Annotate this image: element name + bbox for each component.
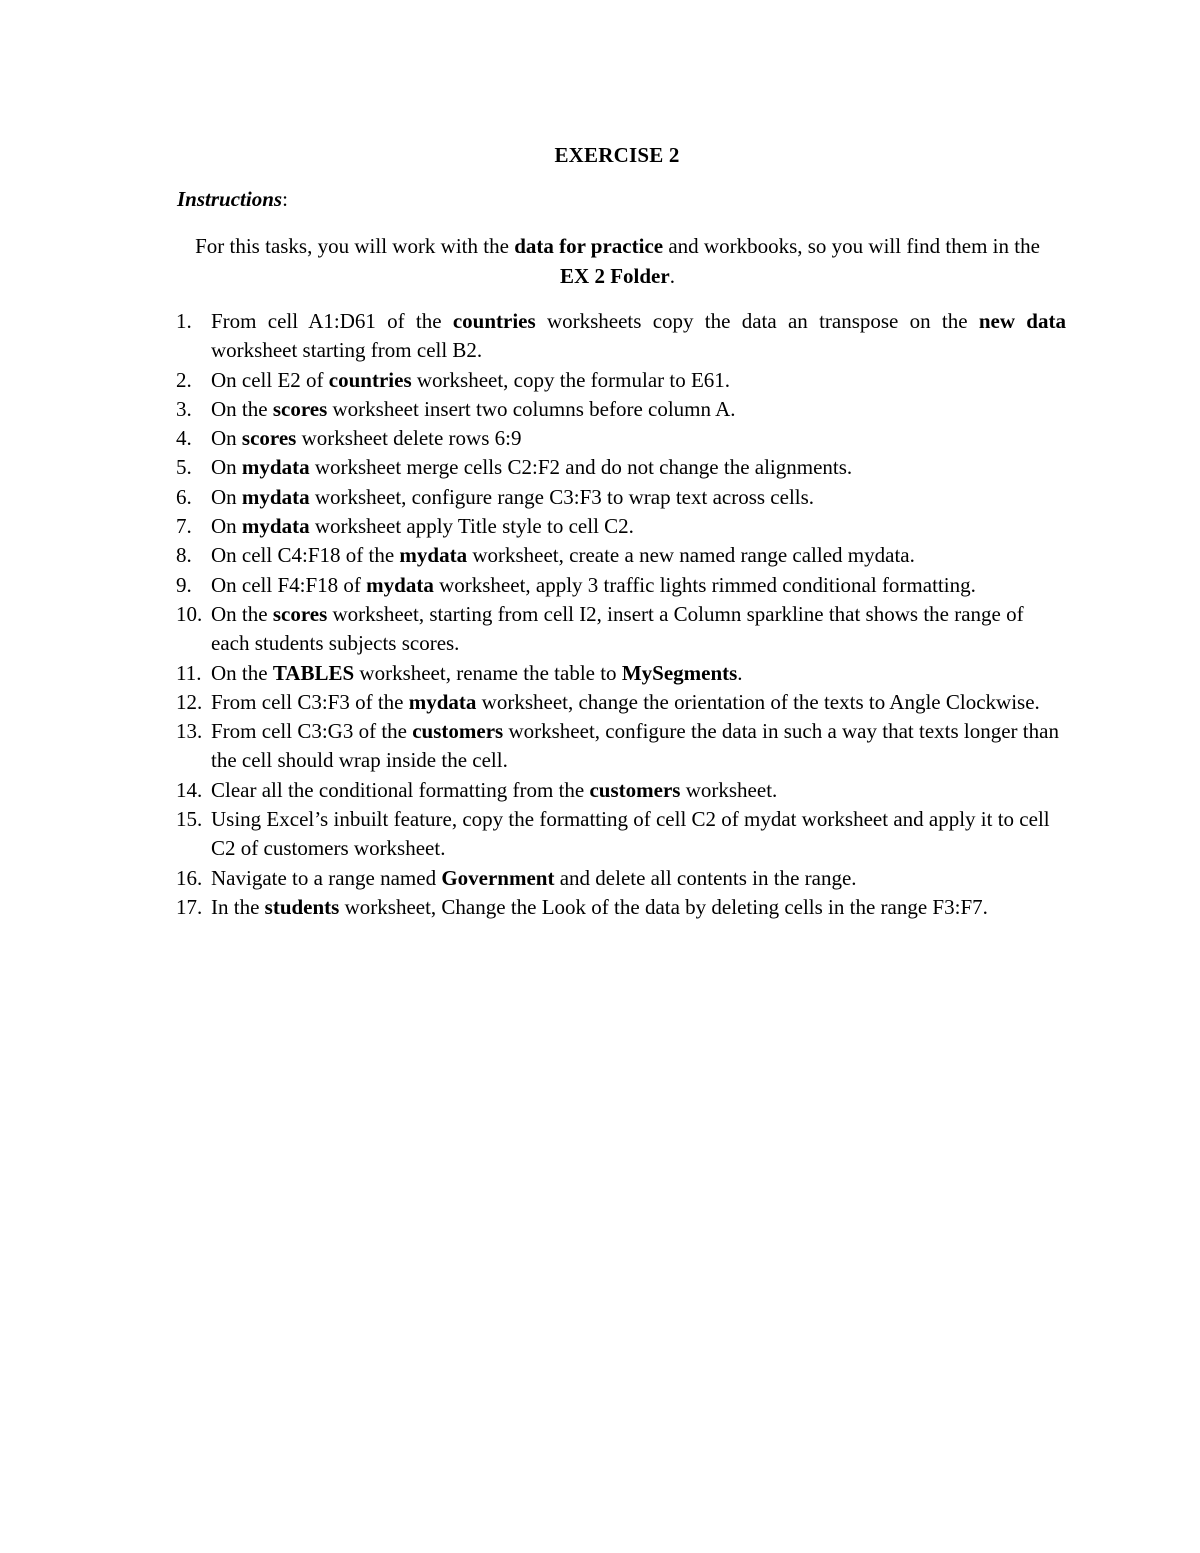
task-text-segment: worksheet starting from cell B2.	[211, 338, 483, 363]
task-item	[176, 453, 1066, 482]
task-text-segment: On cell F4:F18 of	[211, 572, 367, 597]
task-number: 14.	[176, 777, 203, 802]
task-text-segment: worksheet, apply 3 traffic lights rimmed conditional formatting.	[433, 572, 976, 597]
task-number: 10.	[176, 601, 203, 626]
task-number: 15.	[176, 807, 203, 832]
intro-text-1: For this tasks, you will work with the	[195, 234, 515, 258]
task-text	[211, 573, 976, 597]
task-text-segment: Clear all the conditional formatting from the	[211, 777, 590, 802]
task-number: 2.	[176, 367, 192, 392]
task-text-segment: worksheet.	[680, 777, 778, 802]
task-list	[176, 307, 1066, 922]
task-item	[176, 541, 1066, 570]
task-number: 13.	[176, 719, 203, 744]
task-item	[176, 688, 1066, 717]
task-text-segment: worksheet, rename the table to	[354, 660, 622, 685]
task-item	[176, 717, 1066, 776]
task-number: 5.	[176, 455, 192, 480]
task-text-segment: In the	[211, 894, 265, 919]
task-text-bold: mydata	[241, 484, 310, 509]
task-number: 9.	[176, 572, 192, 597]
task-item	[176, 366, 1066, 395]
task-item	[176, 512, 1066, 541]
task-number: 16.	[176, 865, 203, 890]
intro-text-2: and workbooks, so you will find them in the	[663, 234, 1040, 258]
task-text-bold: Government	[441, 865, 555, 890]
task-number: 11.	[176, 660, 202, 685]
task-text-segment: Using Excel’s inbuilt feature, copy the formatting of cell C2 of mydat worksheet and apply it to cell C2 of customers worksheet.	[211, 807, 1050, 861]
task-number: 6.	[176, 484, 192, 509]
task-text-segment: From cell C3:F3 of the	[211, 689, 409, 714]
task-text-segment: On the	[211, 396, 273, 421]
intro-bold-2: EX 2 Folder	[560, 264, 670, 288]
instructions-colon: :	[282, 187, 288, 211]
task-text-segment: On the	[211, 601, 273, 626]
task-text-bold: TABLES	[272, 660, 355, 685]
task-item	[176, 659, 1066, 688]
task-text-segment: and delete all contents in the range.	[554, 865, 857, 890]
task-text	[211, 719, 1059, 772]
task-text-segment: worksheets copy the data an transpose on the	[535, 309, 979, 333]
task-text-segment: worksheet, configure range C3:F3 to wrap text across cells.	[309, 484, 815, 509]
task-text	[211, 426, 521, 450]
task-text-bold: mydata	[408, 689, 477, 714]
task-text-segment: worksheet insert two columns before column A.	[327, 396, 736, 421]
task-text	[211, 307, 1066, 366]
task-text-segment: On	[211, 426, 242, 451]
task-text	[211, 895, 988, 919]
task-text	[211, 514, 634, 538]
task-text-bold: mydata	[241, 455, 310, 480]
task-text-bold: students	[264, 894, 340, 919]
task-text-segment: .	[737, 660, 743, 685]
task-item	[176, 424, 1066, 453]
task-text	[211, 690, 1040, 714]
task-text-segment: On	[211, 484, 242, 509]
task-item	[176, 864, 1066, 893]
instructions-label	[177, 187, 288, 212]
task-text-segment: worksheet, Change the Look of the data by deleting cells in the range F3:F7.	[339, 894, 988, 919]
task-text-segment: worksheet, configure the data in such a way that texts longer than the cell should wrap inside the cell.	[211, 719, 1059, 773]
task-text	[211, 455, 852, 479]
task-text-segment: worksheet, starting from cell I2, insert a Column sparkline that shows the range of each students subjects scores.	[211, 601, 1024, 656]
instructions-label-text: Instructions	[177, 187, 283, 211]
task-text-bold: scores	[241, 426, 297, 451]
task-text	[211, 485, 814, 509]
task-text-bold: scores	[272, 601, 328, 626]
task-text-bold: mydata	[241, 514, 310, 539]
task-text	[211, 778, 777, 802]
task-text	[211, 661, 743, 685]
task-text-bold: customers	[412, 719, 504, 744]
task-item	[176, 600, 1066, 659]
task-text-segment: On cell C4:F18 of the	[211, 543, 400, 568]
task-text-segment: worksheet apply Title style to cell C2.	[309, 514, 634, 539]
task-item	[176, 805, 1066, 864]
task-text-bold: mydata	[399, 543, 468, 568]
task-item	[176, 571, 1066, 600]
task-number: 4.	[176, 426, 192, 451]
task-text	[211, 543, 915, 567]
task-text-segment: worksheet, change the orientation of the texts to Angle Clockwise.	[476, 689, 1040, 714]
task-number: 1.	[176, 309, 192, 333]
task-text	[211, 866, 857, 890]
task-text-bold: scores	[272, 396, 328, 421]
task-item	[176, 395, 1066, 424]
task-number: 3.	[176, 396, 192, 421]
task-text-segment: On cell E2 of	[211, 367, 329, 392]
task-text-bold: new data	[978, 309, 1066, 333]
task-text-bold: customers	[589, 777, 681, 802]
task-text	[211, 602, 1024, 655]
task-text	[211, 368, 730, 392]
task-text-segment: worksheet, create a new named range called mydata.	[467, 543, 915, 568]
task-text-segment: On	[211, 514, 242, 539]
task-text-bold: MySegments	[621, 660, 738, 685]
task-text-segment: Navigate to a range named	[211, 865, 442, 890]
task-item	[176, 776, 1066, 805]
task-text	[211, 397, 736, 421]
task-item	[176, 307, 1066, 366]
intro-paragraph	[180, 231, 1055, 291]
task-number: 7.	[176, 514, 192, 539]
task-text-segment: From cell A1:D61 of the	[211, 309, 453, 333]
task-text-segment: worksheet, copy the formular to E61.	[411, 367, 731, 392]
task-text-segment: On the	[211, 660, 273, 685]
task-text-bold: countries	[328, 367, 412, 392]
task-item	[176, 893, 1066, 922]
task-text-segment: On	[211, 455, 242, 480]
intro-bold-1: data for practice	[514, 234, 664, 258]
task-text	[211, 807, 1050, 860]
task-number: 17.	[176, 894, 203, 919]
task-text-segment: worksheet delete rows 6:9	[296, 426, 522, 451]
task-text-segment: worksheet merge cells C2:F2 and do not change the alignments.	[309, 455, 853, 480]
task-number: 8.	[176, 543, 192, 568]
task-item	[176, 483, 1066, 512]
task-text-segment: From cell C3:G3 of the	[211, 719, 413, 744]
document-title: EXERCISE 2	[554, 143, 680, 167]
task-number: 12.	[176, 689, 203, 714]
intro-text-3: .	[669, 264, 675, 288]
task-text-bold: countries	[452, 309, 536, 333]
task-text-bold: mydata	[366, 572, 434, 597]
